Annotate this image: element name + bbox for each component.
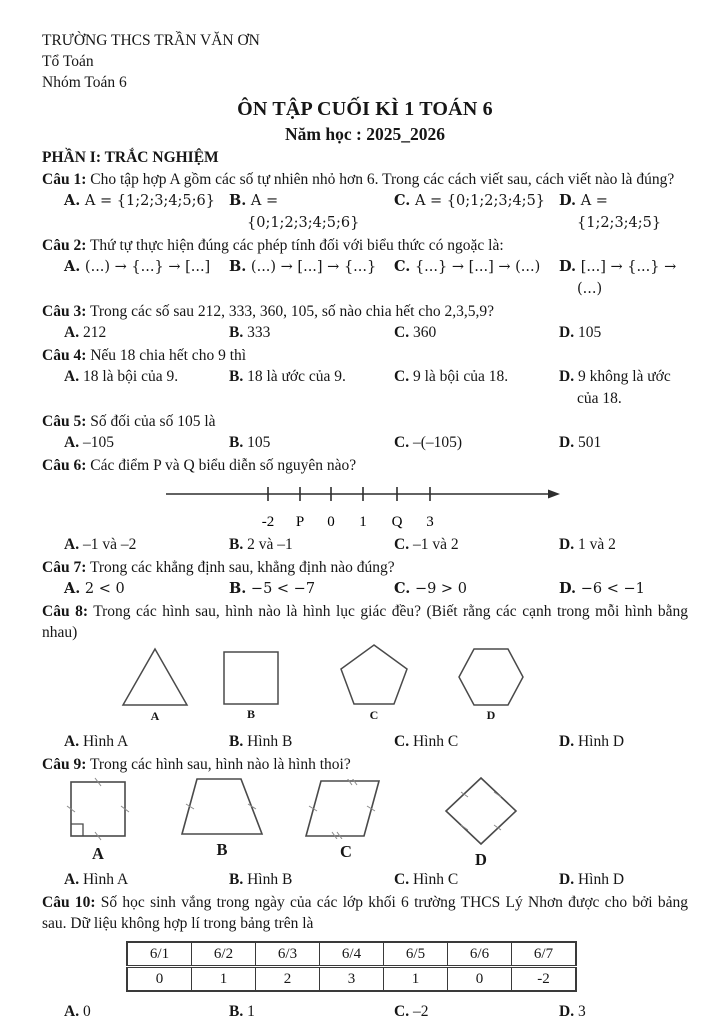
triangle-shape xyxy=(120,646,190,708)
table-header-row xyxy=(127,942,576,967)
option-a: A. Hình A xyxy=(64,871,129,888)
option-d: D. Hình D xyxy=(559,871,625,888)
option-b: B. 1 xyxy=(229,1003,255,1020)
question-1-options xyxy=(64,190,688,234)
table-header-cell: 6/6 xyxy=(448,942,512,967)
option-d: D. A = {1;2;3;4;5} xyxy=(559,192,662,231)
option-d: D. 1 và 2 xyxy=(559,536,616,553)
option-c: C. Hình C xyxy=(394,871,459,888)
question-9 xyxy=(42,754,688,775)
option-b: B. 333 xyxy=(229,324,271,341)
table-header-cell: 6/3 xyxy=(256,942,320,967)
table-header-cell: 6/7 xyxy=(512,942,577,967)
option-c: C. −9 > 0 xyxy=(394,580,467,597)
shape-rhombus-group xyxy=(442,775,520,870)
table-value-cell: -2 xyxy=(512,967,577,992)
question-4 xyxy=(42,345,688,366)
option-d: D. 501 xyxy=(559,434,602,451)
option-a: A. 2 < 0 xyxy=(64,580,125,597)
shape-label: B xyxy=(216,840,228,859)
option-d: D. 9 không là ước của 18. xyxy=(559,368,671,407)
option-b: B. A = {0;1;2;3;4;5;6} xyxy=(229,192,360,231)
question-label: Câu 5: xyxy=(42,413,87,430)
table-value-cell: 0 xyxy=(127,967,192,992)
table-header-cell: 6/2 xyxy=(192,942,256,967)
option-a: A. –1 và –2 xyxy=(64,536,137,553)
question-text: Cho tập hợp A gồm các số tự nhiên nhỏ hơn 6. Trong các cách viết sau, cách viết nào là đúng? xyxy=(90,171,675,188)
question-label: Câu 1: xyxy=(42,171,87,188)
table-value-cell: 3 xyxy=(320,967,384,992)
shape-triangle-group xyxy=(120,646,190,723)
option-b: B. Hình B xyxy=(229,733,293,750)
table-value-cell: 1 xyxy=(192,967,256,992)
question-3-options xyxy=(64,322,688,344)
option-c: C. A = {0;1;2;3;4;5} xyxy=(394,192,546,209)
question-6 xyxy=(42,455,688,476)
table-value-cell: 1 xyxy=(384,967,448,992)
quadrilateral-shapes-figure xyxy=(42,775,688,869)
group-name: Nhóm Toán 6 xyxy=(42,74,127,91)
option-b: B. 2 và –1 xyxy=(229,536,293,553)
department-name: Tổ Toán xyxy=(42,53,94,70)
shape-trapezoid-group xyxy=(178,777,266,860)
question-7-options xyxy=(64,578,688,600)
option-a: A. (...) → {...} → [...] xyxy=(64,258,211,275)
shape-pentagon-group xyxy=(338,643,410,722)
question-5 xyxy=(42,411,688,432)
shape-label: D xyxy=(475,850,487,869)
trapezoid-shape xyxy=(178,777,266,837)
square-shape xyxy=(222,650,280,706)
question-8-options xyxy=(64,731,688,753)
shape-label: C xyxy=(340,842,352,861)
question-2-options xyxy=(64,256,688,300)
option-c: C. –2 xyxy=(394,1003,429,1020)
question-10-options xyxy=(64,1001,688,1023)
question-6-options xyxy=(64,534,688,556)
rhombus-shape xyxy=(442,775,520,847)
number-line-svg xyxy=(166,478,576,534)
school-name: TRƯỜNG THCS TRẦN VĂN ƠN xyxy=(42,32,260,49)
tick-label: -2 xyxy=(261,514,275,530)
shape-label: A xyxy=(150,709,160,723)
pentagon-shape xyxy=(338,643,410,707)
tick-label: 3 xyxy=(426,514,434,530)
shape-label: D xyxy=(486,708,496,722)
question-3 xyxy=(42,301,688,322)
option-c: C. 360 xyxy=(394,324,437,341)
arrow-right-icon xyxy=(548,490,560,499)
option-c: C. 9 là bội của 18. xyxy=(394,368,509,385)
table-header-cell: 6/1 xyxy=(127,942,192,967)
option-a: A. 212 xyxy=(64,324,107,341)
option-a: A. 0 xyxy=(64,1003,91,1020)
question-9-options xyxy=(64,869,688,891)
question-text: Trong các hình sau, hình nào là hình thoi? xyxy=(89,756,351,773)
question-text: Thứ tự thực hiện đúng các phép tính đối với biểu thức có ngoặc là: xyxy=(89,237,504,254)
question-label: Câu 2: xyxy=(42,237,87,254)
option-a: A. –105 xyxy=(64,434,114,451)
question-4-options xyxy=(64,366,688,410)
option-d: D. −6 < −1 xyxy=(559,580,645,597)
option-c: C. –1 và 2 xyxy=(394,536,459,553)
shape-label: C xyxy=(369,708,379,722)
option-a: A. Hình A xyxy=(64,733,129,750)
shape-label: B xyxy=(246,707,255,721)
question-text: Nếu 18 chia hết cho 9 thì xyxy=(90,347,247,364)
option-b: B. (...) → [...] → {...} xyxy=(229,258,377,275)
question-label: Câu 10: xyxy=(42,894,96,911)
option-b: B. 18 là ước của 9. xyxy=(229,368,346,385)
question-label: Câu 3: xyxy=(42,303,87,320)
question-5-options xyxy=(64,432,688,454)
shape-square-group xyxy=(222,650,280,721)
question-text: Trong các hình sau, hình nào là hình lục giác đều? (Biết rằng các cạnh trong mỗi hình bằng nhau) xyxy=(42,603,688,641)
question-10 xyxy=(42,892,688,934)
table-value-row xyxy=(127,967,576,992)
question-1 xyxy=(42,169,688,190)
question-text: Số học sinh vắng trong ngày của các lớp khối 6 trường THCS Lý Nhơn được cho bởi bảng sau. Dữ liệu không hợp lí trong bảng trên là xyxy=(42,894,688,932)
polygon-shapes-figure xyxy=(42,643,688,731)
school-year: Năm học : 2025_2026 xyxy=(285,124,445,144)
question-label: Câu 7: xyxy=(42,559,87,576)
question-text: Số đối của số 105 là xyxy=(90,413,216,430)
question-7 xyxy=(42,557,688,578)
shape-square-group xyxy=(66,777,130,864)
tick-label: 1 xyxy=(359,514,367,530)
question-text: Trong các khẳng định sau, khẳng định nào đúng? xyxy=(89,559,395,576)
table-value-cell: 2 xyxy=(256,967,320,992)
shape-hexagon-group xyxy=(457,647,525,722)
question-2 xyxy=(42,235,688,256)
option-c: C. {...} → [...] → (...) xyxy=(394,258,541,275)
option-d: D. 105 xyxy=(559,324,602,341)
absent-students-table xyxy=(126,941,577,992)
parallelogram-shape xyxy=(305,779,387,839)
shape-label: A xyxy=(92,844,104,863)
question-label: Câu 6: xyxy=(42,457,87,474)
right-angle-mark xyxy=(71,824,83,836)
option-a: A. 18 là bội của 9. xyxy=(64,368,179,385)
table-value-cell: 0 xyxy=(448,967,512,992)
number-line-figure xyxy=(42,476,688,534)
option-b: B. −5 < −7 xyxy=(229,580,316,597)
option-c: C. –(–105) xyxy=(394,434,463,451)
question-label: Câu 9: xyxy=(42,756,87,773)
option-c: C. Hình C xyxy=(394,733,459,750)
shape-parallelogram-group xyxy=(305,779,387,862)
part-heading: PHẦN I: TRẮC NGHIỆM xyxy=(42,149,219,166)
option-d: D. Hình D xyxy=(559,733,625,750)
option-a: A. A = {1;2;3;4;5;6} xyxy=(64,192,215,209)
option-b: B. Hình B xyxy=(229,871,293,888)
tick-label: 0 xyxy=(327,514,335,530)
option-d: D. 3 xyxy=(559,1003,586,1020)
point-q-label: Q xyxy=(391,514,403,530)
table-header-cell: 6/5 xyxy=(384,942,448,967)
table-header-cell: 6/4 xyxy=(320,942,384,967)
point-p-label: P xyxy=(295,514,305,530)
question-text: Các điểm P và Q biểu diễn số nguyên nào? xyxy=(90,457,357,474)
option-d: D. [...] → {...} → (...) xyxy=(559,258,677,297)
square-with-right-angle-shape xyxy=(66,777,130,841)
question-8 xyxy=(42,601,688,643)
question-label: Câu 4: xyxy=(42,347,87,364)
hexagon-shape xyxy=(457,647,525,707)
question-label: Câu 8: xyxy=(42,603,88,620)
exam-title: ÔN TẬP CUỐI KÌ 1 TOÁN 6 xyxy=(237,98,493,120)
option-b: B. 105 xyxy=(229,434,271,451)
question-text: Trong các số sau 212, 333, 360, 105, số nào chia hết cho 2,3,5,9? xyxy=(89,303,495,320)
